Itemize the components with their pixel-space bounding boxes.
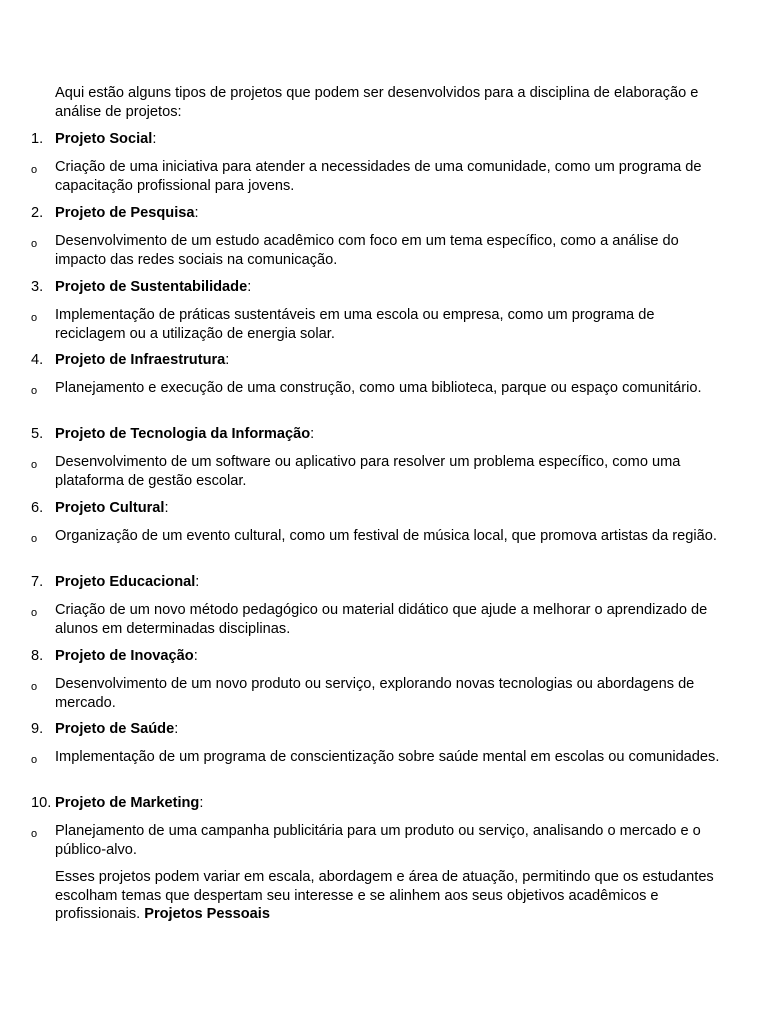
list-item-heading bbox=[31, 573, 711, 592]
list-item-colon: : bbox=[174, 721, 179, 737]
list-number: 1. bbox=[31, 131, 44, 147]
list-item-title: Projeto Cultural bbox=[55, 500, 165, 516]
list-item-colon: : bbox=[225, 352, 230, 368]
list-item-colon: : bbox=[310, 426, 315, 442]
list-item-colon: : bbox=[164, 500, 169, 516]
list-item-colon: : bbox=[195, 574, 200, 590]
list-item-description bbox=[31, 158, 721, 195]
bullet-icon: o bbox=[31, 238, 38, 250]
list-item-colon: : bbox=[247, 279, 252, 295]
bullet-icon: o bbox=[31, 607, 38, 619]
list-item-description bbox=[31, 306, 721, 343]
bullet-icon: o bbox=[31, 312, 38, 324]
list-number: 7. bbox=[31, 574, 44, 590]
list-item-title: Projeto de Sustentabilidade bbox=[55, 279, 248, 295]
bullet-icon: o bbox=[31, 385, 38, 397]
list-item-description bbox=[31, 527, 721, 546]
list-item-title: Projeto Social bbox=[55, 131, 153, 147]
list-item-description bbox=[31, 748, 721, 767]
list-item-heading bbox=[31, 647, 711, 666]
description-text: Desenvolvimento de um novo produto ou serviço, explorando novas tecnologias ou abordagens de mercado. bbox=[55, 676, 695, 711]
closing-text: Esses projetos podem variar em escala, abordagem e área de atuação, permitindo que os estudantes escolham temas que despertam seu interesse e se alinhem aos seus objetivos acadêmicos e profissionais. bbox=[55, 869, 714, 922]
list-item-description bbox=[31, 822, 721, 859]
bullet-icon: o bbox=[31, 459, 38, 471]
description-text: Desenvolvimento de um estudo acadêmico com foco em um tema específico, como a análise do impacto das redes sociais na comunicação. bbox=[55, 233, 679, 268]
list-item-heading bbox=[31, 794, 711, 813]
description-text: Implementação de práticas sustentáveis em uma escola ou empresa, como um programa de reciclagem ou a utilização de energia solar. bbox=[55, 307, 655, 342]
list-item-colon: : bbox=[193, 648, 198, 664]
list-item-colon: : bbox=[194, 205, 199, 221]
bullet-icon: o bbox=[31, 828, 38, 840]
list-item-title: Projeto de Saúde bbox=[55, 721, 175, 737]
list-item-title: Projeto de Pesquisa bbox=[55, 205, 195, 221]
description-text: Organização de um evento cultural, como um festival de música local, que promova artistas da região. bbox=[55, 528, 717, 544]
list-item-heading bbox=[31, 351, 711, 370]
list-item-title: Projeto de Tecnologia da Informação bbox=[55, 426, 311, 442]
closing-bold-text: Projetos Pessoais bbox=[144, 906, 270, 922]
list-item-colon: : bbox=[199, 795, 204, 811]
bullet-icon: o bbox=[31, 681, 38, 693]
list-item-description bbox=[31, 232, 721, 269]
list-item-heading bbox=[31, 130, 711, 149]
bullet-icon: o bbox=[31, 754, 38, 766]
list-item-description bbox=[31, 453, 721, 490]
list-number: 10. bbox=[31, 795, 52, 811]
description-text: Criação de uma iniciativa para atender a necessidades de uma comunidade, como um programa de capacitação profissional para jovens. bbox=[55, 159, 702, 194]
list-item-heading bbox=[31, 278, 711, 297]
list-item-title: Projeto de Infraestrutura bbox=[55, 352, 226, 368]
description-text: Desenvolvimento de um software ou aplicativo para resolver um problema específico, como uma plataforma de gestão escolar. bbox=[55, 454, 681, 489]
list-number: 2. bbox=[31, 205, 44, 221]
intro-paragraph: Aqui estão alguns tipos de projetos que podem ser desenvolvidos para a disciplina de elaboração e análise de projetos: bbox=[55, 85, 699, 120]
bullet-icon: o bbox=[31, 164, 38, 176]
list-item-heading bbox=[31, 720, 711, 739]
list-item-heading bbox=[31, 499, 711, 518]
description-text: Planejamento e execução de uma construção, como uma biblioteca, parque ou espaço comunitário. bbox=[55, 380, 702, 396]
closing-paragraph bbox=[55, 868, 720, 924]
list-item-description bbox=[31, 601, 721, 638]
list-item-title: Projeto de Marketing bbox=[55, 795, 200, 811]
list-number: 6. bbox=[31, 500, 44, 516]
list-item-title: Projeto de Inovação bbox=[55, 648, 194, 664]
list-item-description bbox=[31, 675, 721, 712]
list-item-title: Projeto Educacional bbox=[55, 574, 196, 590]
list-item-colon: : bbox=[152, 131, 157, 147]
list-number: 4. bbox=[31, 352, 44, 368]
list-item-heading bbox=[31, 425, 711, 444]
list-item-heading bbox=[31, 204, 711, 223]
description-text: Criação de um novo método pedagógico ou material didático que ajude a melhorar o aprendizado de alunos em determinadas disciplinas. bbox=[55, 602, 708, 637]
list-number: 5. bbox=[31, 426, 44, 442]
list-item-description bbox=[31, 379, 721, 398]
list-number: 3. bbox=[31, 279, 44, 295]
description-text: Implementação de um programa de conscientização sobre saúde mental em escolas ou comunidades. bbox=[55, 749, 720, 765]
list-number: 8. bbox=[31, 648, 44, 664]
bullet-icon: o bbox=[31, 533, 38, 545]
list-number: 9. bbox=[31, 721, 44, 737]
description-text: Planejamento de uma campanha publicitária para um produto ou serviço, analisando o mercado e o público-alvo. bbox=[55, 823, 701, 858]
